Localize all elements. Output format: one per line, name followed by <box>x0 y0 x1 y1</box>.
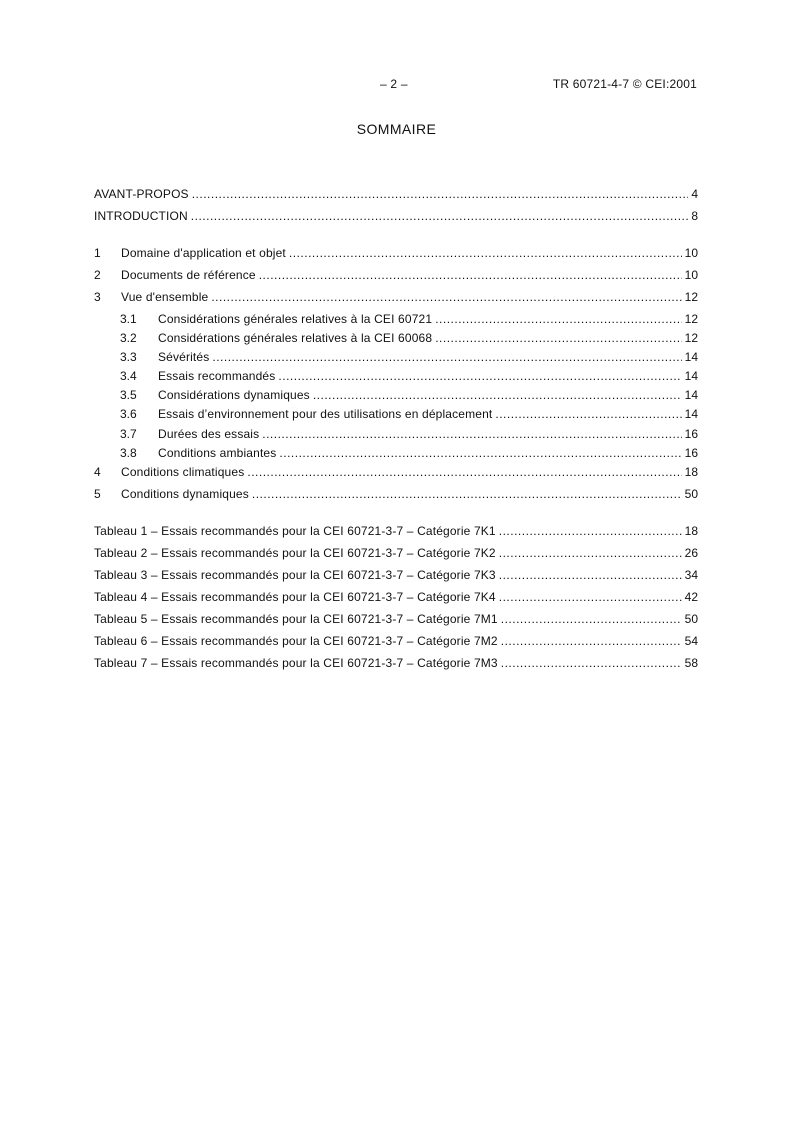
toc-entry-table-5[interactable] <box>94 611 698 627</box>
section-number: 1 <box>94 246 101 260</box>
toc-entry-page: 10 <box>684 268 698 282</box>
toc-entry-table-3[interactable] <box>94 567 698 583</box>
section-number: 3.2 <box>120 331 137 345</box>
toc-entry-introduction[interactable] <box>94 208 698 224</box>
document-reference: TR 60721-4-7 © CEI:2001 <box>552 77 697 91</box>
leader-dots <box>262 426 681 442</box>
leader-dots <box>501 633 682 649</box>
toc-entry-section-3-6[interactable] <box>94 406 698 422</box>
section-number: 3.1 <box>120 312 137 326</box>
leader-dots <box>499 567 682 583</box>
toc-entry-text: Domaine d'application et objet <box>121 246 286 260</box>
toc-entry-section-5[interactable] <box>94 486 698 502</box>
leader-dots <box>435 330 681 346</box>
toc-entry-page: 12 <box>684 290 698 304</box>
toc-entry-table-4[interactable] <box>94 589 698 605</box>
section-number: 4 <box>94 465 101 479</box>
toc-entry-text: Tableau 1 – Essais recommandés pour la CEI 60721-3-7 – Catégorie 7K1 <box>94 524 496 538</box>
toc-entry-table-1[interactable] <box>94 523 698 539</box>
toc-entry-page: 58 <box>684 656 698 670</box>
toc-entry-text: INTRODUCTION <box>94 209 188 223</box>
leader-dots <box>313 387 682 403</box>
toc-entry-avant-propos[interactable] <box>94 186 698 202</box>
toc-entry-text: Tableau 4 – Essais recommandés pour la CEI 60721-3-7 – Catégorie 7K4 <box>94 590 496 604</box>
toc-entry-table-2[interactable] <box>94 545 698 561</box>
section-number: 2 <box>94 268 101 282</box>
toc-entry-text: Essais d’environnement pour des utilisations en déplacement <box>158 407 493 421</box>
toc-entry-page: 34 <box>684 568 698 582</box>
leader-dots <box>212 349 681 365</box>
leader-dots <box>279 445 681 461</box>
toc-entry-section-2[interactable] <box>94 267 698 283</box>
leader-dots <box>211 289 681 305</box>
toc-entry-section-3-8[interactable] <box>94 445 698 461</box>
toc-entry-text: Tableau 7 – Essais recommandés pour la CEI 60721-3-7 – Catégorie 7M3 <box>94 656 498 670</box>
leader-dots <box>499 545 682 561</box>
toc-entry-page: 16 <box>684 427 698 441</box>
toc-entry-page: 18 <box>684 524 698 538</box>
toc-entry-page: 12 <box>684 312 698 326</box>
toc-entry-text: Conditions climatiques <box>121 465 245 479</box>
toc-entry-text: Tableau 5 – Essais recommandés pour la CEI 60721-3-7 – Catégorie 7M1 <box>94 612 498 626</box>
section-number: 3.7 <box>120 427 137 441</box>
toc-entry-page: 14 <box>684 407 698 421</box>
toc-entry-table-6[interactable] <box>94 633 698 649</box>
toc-entry-text: Tableau 2 – Essais recommandés pour la CEI 60721-3-7 – Catégorie 7K2 <box>94 546 496 560</box>
leader-dots <box>499 523 682 539</box>
toc-entry-section-3-2[interactable] <box>94 330 698 346</box>
toc-entry-page: 14 <box>684 350 698 364</box>
toc-entry-page: 8 <box>691 209 698 223</box>
toc-entry-page: 4 <box>691 187 698 201</box>
toc-entry-page: 14 <box>684 369 698 383</box>
toc-entry-text: Durées des essais <box>158 427 260 441</box>
toc-entry-page: 50 <box>684 487 698 501</box>
leader-dots <box>191 208 689 224</box>
toc-entry-text: Considérations dynamiques <box>158 388 310 402</box>
page-number: – 2 – <box>380 77 408 91</box>
leader-dots <box>192 186 689 202</box>
toc-entry-page: 10 <box>684 246 698 260</box>
leader-dots <box>499 589 682 605</box>
leader-dots <box>259 267 682 283</box>
toc-entry-text: Tableau 6 – Essais recommandés pour la CEI 60721-3-7 – Catégorie 7M2 <box>94 634 498 648</box>
section-number: 3.6 <box>120 407 137 421</box>
toc-entry-page: 54 <box>684 634 698 648</box>
leader-dots <box>501 655 682 671</box>
toc-entry-section-3[interactable] <box>94 289 698 305</box>
section-number: 3.3 <box>120 350 137 364</box>
page-title: SOMMAIRE <box>356 121 437 137</box>
section-number: 3.5 <box>120 388 137 402</box>
toc-entry-text: Considérations générales relatives à la CEI 60721 <box>158 312 433 326</box>
toc-entry-text: Tableau 3 – Essais recommandés pour la CEI 60721-3-7 – Catégorie 7K3 <box>94 568 496 582</box>
toc-entry-text: Sévérités <box>158 350 210 364</box>
toc-entry-text: Conditions ambiantes <box>158 446 277 460</box>
toc-entry-page: 12 <box>684 331 698 345</box>
leader-dots <box>435 311 681 327</box>
toc-entry-section-4[interactable] <box>94 464 698 480</box>
section-number: 3.8 <box>120 446 137 460</box>
toc-entry-page: 18 <box>684 465 698 479</box>
toc-entry-text: Documents de référence <box>121 268 256 282</box>
toc-entry-page: 50 <box>684 612 698 626</box>
toc-entry-section-3-4[interactable] <box>94 368 698 384</box>
toc-entry-section-3-7[interactable] <box>94 426 698 442</box>
toc-entry-text: Vue d'ensemble <box>121 290 209 304</box>
toc-entry-page: 16 <box>684 446 698 460</box>
toc-entry-table-7[interactable] <box>94 655 698 671</box>
section-number: 3.4 <box>120 369 137 383</box>
leader-dots <box>501 611 682 627</box>
toc-entry-text: Considérations générales relatives à la CEI 60068 <box>158 331 433 345</box>
toc-entry-section-1[interactable] <box>94 245 698 261</box>
section-number: 3 <box>94 290 101 304</box>
toc-entry-text: Conditions dynamiques <box>121 487 249 501</box>
leader-dots <box>252 486 682 502</box>
toc-entry-page: 26 <box>684 546 698 560</box>
leader-dots <box>289 245 682 261</box>
leader-dots <box>278 368 681 384</box>
leader-dots <box>495 406 681 422</box>
toc-entry-text: AVANT-PROPOS <box>94 187 189 201</box>
toc-entry-page: 14 <box>684 388 698 402</box>
toc-entry-section-3-3[interactable] <box>94 349 698 365</box>
toc-entry-section-3-5[interactable] <box>94 387 698 403</box>
section-number: 5 <box>94 487 101 501</box>
toc-entry-text: Essais recommandés <box>158 369 276 383</box>
toc-entry-section-3-1[interactable] <box>94 311 698 327</box>
toc-entry-page: 42 <box>684 590 698 604</box>
leader-dots <box>247 464 681 480</box>
